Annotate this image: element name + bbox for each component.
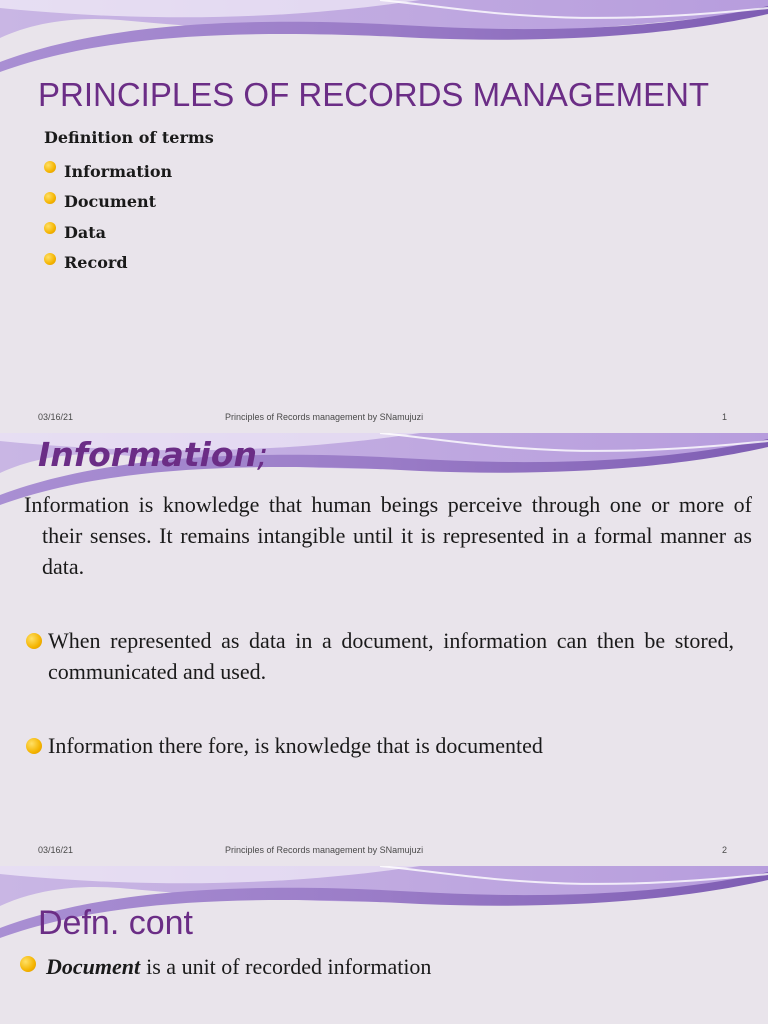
bullet-icon [44, 192, 56, 204]
term-label: Document [46, 954, 141, 979]
footer-date: 03/16/21 [38, 412, 74, 422]
slide-title: PRINCIPLES OF RECORDS MANAGEMENT [38, 76, 710, 113]
bullet-icon [44, 161, 56, 173]
footer-date: 03/16/21 [38, 845, 74, 855]
slide-footer [0, 412, 768, 426]
slide-1 [0, 0, 768, 433]
list-item: Information [44, 156, 172, 187]
bullet-icon [26, 738, 42, 754]
bullet-icon [26, 633, 42, 649]
list-item: Information there fore, is knowledge that is documented [26, 730, 734, 761]
header-swoosh-graphic [0, 0, 768, 80]
list-item: Document [44, 187, 172, 218]
slide-3 [0, 866, 768, 1024]
list-item: Data [44, 217, 172, 248]
slide-number: 2 [722, 845, 728, 855]
list-item: Record [44, 248, 172, 279]
slide-title: Defn. cont [38, 904, 193, 942]
list-item: When represented as data in a document, information can then be stored, communicated and used. [26, 625, 734, 687]
subheading: Definition of terms [44, 128, 214, 147]
footer-credit: Principles of Records management by SNamujuzi [225, 845, 424, 855]
slide-title: Information; [38, 435, 269, 474]
footer-credit: Principles of Records management by SNamujuzi [225, 412, 424, 422]
slide-2 [0, 433, 768, 866]
slide-number: 1 [722, 412, 728, 422]
list-item [20, 954, 431, 980]
definition-paragraph: Information is knowledge that human beings perceive through one or more of their senses. It remains intangible until it is represented in a formal manner as data. [24, 492, 752, 579]
bullet-icon [20, 956, 36, 972]
bullet-icon [44, 253, 56, 265]
slide-footer [0, 845, 768, 859]
term-definition: is a unit of recorded information [146, 954, 432, 979]
bullet-icon [44, 222, 56, 234]
term-list [44, 156, 172, 278]
